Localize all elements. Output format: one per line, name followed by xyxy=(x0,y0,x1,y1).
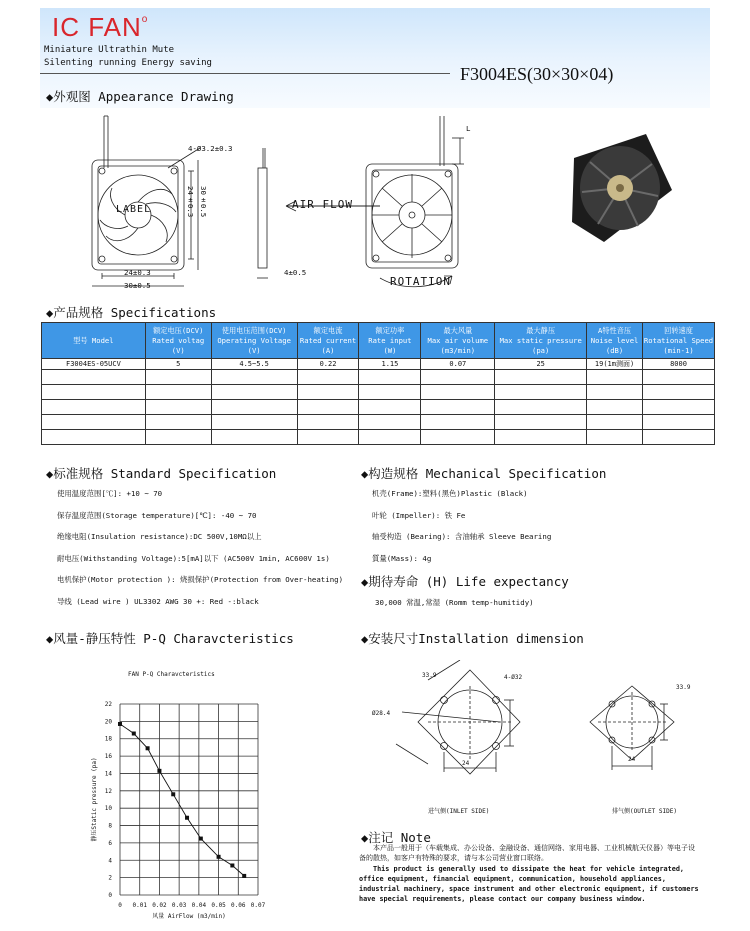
spec-row-empty xyxy=(42,370,715,385)
installation-drawing xyxy=(368,660,708,800)
std-lines-line: 保存温度范围(Storage temperature)[℃]: -40 ~ 70 xyxy=(57,510,257,520)
spec-col-unit: (m3/min) xyxy=(440,345,476,355)
spec-cell-empty xyxy=(495,430,587,445)
pq-point xyxy=(230,863,234,867)
bullet-icon: ◆ xyxy=(46,90,54,104)
bullet-icon: ◆ xyxy=(361,632,369,646)
y-tick-label: 0 xyxy=(108,892,112,899)
spec-cell-empty xyxy=(359,370,421,385)
spec-row-empty xyxy=(42,415,715,430)
pq-point xyxy=(242,874,246,878)
spec-col-cn: 型号 Model xyxy=(73,335,114,345)
x-tick-label: 0.05 xyxy=(211,902,226,909)
spec-table xyxy=(41,322,715,445)
spec-cell-empty xyxy=(421,400,495,415)
spec-row-empty xyxy=(42,385,715,400)
y-tick-label: 22 xyxy=(104,701,112,708)
x-tick-label: 0.01 xyxy=(132,902,147,909)
pq-heading xyxy=(46,629,294,647)
installation-heading-text: 安装尺寸Installation dimension xyxy=(368,631,584,646)
spec-row-empty xyxy=(42,400,715,415)
y-tick-label: 20 xyxy=(104,718,112,726)
spec-cell-empty xyxy=(587,415,643,430)
x-tick-label: 0.06 xyxy=(231,902,246,909)
y-tick-label: 2 xyxy=(108,874,112,882)
spec-cell-empty xyxy=(643,370,715,385)
spec-cell-empty xyxy=(587,385,643,400)
std-lines-line: 使用温度范围[℃]: +10 ~ 70 xyxy=(57,489,163,498)
spec-col-header xyxy=(297,323,359,359)
label-text: LABEL xyxy=(116,204,152,215)
mechanical-heading xyxy=(361,464,606,482)
spec-col-unit: (A) xyxy=(321,345,335,355)
brand-name: IC FAN xyxy=(52,12,142,42)
spec-col-unit: (V) xyxy=(171,345,185,355)
header-rule xyxy=(40,73,450,74)
y-tick-label: 6 xyxy=(108,839,112,847)
mechanical-heading-text: 构造规格 Mechanical Specification xyxy=(368,466,607,481)
x-tick-label: 0 xyxy=(118,902,122,909)
x-axis-label: 风量 AirFlow (m3/min) xyxy=(152,913,226,920)
spec-cell-empty xyxy=(297,370,359,385)
y-tick-label: 14 xyxy=(104,770,112,778)
pq-point xyxy=(171,792,175,796)
spec-col-header xyxy=(359,323,421,359)
life-line: 30,000 常温,常湿 (Romm temp-humitidy) xyxy=(375,598,534,607)
pq-chart xyxy=(80,662,280,924)
pq-curve xyxy=(120,724,244,876)
outlet-diag-dim: 33.9 xyxy=(676,684,691,691)
spec-cell-empty xyxy=(643,415,715,430)
spec-cell: 25 xyxy=(495,359,587,370)
spec-cell-empty xyxy=(145,370,211,385)
spec-col-en: Rotational Speed xyxy=(643,335,714,345)
inlet-width-dim: 24 xyxy=(462,760,470,767)
spec-cell-empty xyxy=(421,385,495,400)
spec-cell-empty xyxy=(145,385,211,400)
spec-cell: 5 xyxy=(145,359,211,370)
spec-cell-empty xyxy=(297,400,359,415)
spec-cell-empty xyxy=(421,415,495,430)
spec-cell: 19(1m测面) xyxy=(587,359,643,370)
spec-col-en: Max air volume xyxy=(427,335,489,345)
installation-heading xyxy=(361,629,584,647)
appearance-heading-text: 外观图 Appearance Drawing xyxy=(53,89,234,104)
spec-col-cn: 回转速度 xyxy=(664,325,693,335)
pq-point xyxy=(199,837,203,841)
inlet-diag-dim: 33.9 xyxy=(422,672,437,679)
life-heading-text: 期待寿命 (H) Life expectancy xyxy=(368,574,569,589)
inlet-caption: 进气侧(INLET SIDE) xyxy=(428,808,490,815)
fan-photo xyxy=(568,130,678,250)
spec-cell-empty xyxy=(495,385,587,400)
spec-col-header xyxy=(211,323,297,359)
spec-cell-empty xyxy=(211,415,297,430)
spec-col-cn: 额定电压(DCV) xyxy=(153,325,204,335)
standard-heading xyxy=(46,464,276,482)
spec-col-header xyxy=(587,323,643,359)
spec-table-body xyxy=(42,359,715,445)
spec-cell-empty xyxy=(643,400,715,415)
inlet-bore-dim: Ø28.4 xyxy=(372,710,391,717)
spec-cell-empty xyxy=(495,400,587,415)
spec-cell-empty xyxy=(211,370,297,385)
spec-cell: F3004ES-05UCV xyxy=(42,359,146,370)
spec-col-header xyxy=(42,323,146,359)
dim-24-vertical: 24±0.3 xyxy=(186,186,195,218)
spec-cell-empty xyxy=(42,370,146,385)
mech-lines-line: 叶轮 (Impeller): 铁 Fe xyxy=(372,510,466,520)
mech-lines-line: 轴受构造 (Bearing): 含油轴承 Sleeve Bearing xyxy=(372,532,552,541)
spec-cell-empty xyxy=(211,400,297,415)
spec-cell-empty xyxy=(421,430,495,445)
spec-cell: 0.07 xyxy=(421,359,495,370)
note-en: This product is generally used to dissipate the heat for vehicle integrated, office equipment, financial equipment, communication, household appliances, industrial machinery, space instrument and other electronic equipment, if customers have special requirements, please contact our company business window. xyxy=(359,865,699,903)
dim-24: 24±0.3 xyxy=(124,268,151,277)
inlet-hole-dim: 4-Ø32 xyxy=(504,674,523,681)
x-tick-label: 0.03 xyxy=(171,902,187,909)
spec-col-en: Rated voltag xyxy=(152,335,205,345)
brand-logo xyxy=(52,12,148,43)
spec-cell-empty xyxy=(495,370,587,385)
y-tick-label: 18 xyxy=(104,735,112,743)
spec-cell-empty xyxy=(359,385,421,400)
spec-cell-empty xyxy=(587,430,643,445)
spec-col-unit: (pa) xyxy=(532,345,550,355)
spec-cell-empty xyxy=(297,430,359,445)
spec-col-header xyxy=(643,323,715,359)
appearance-heading xyxy=(46,87,234,105)
bullet-icon: ◆ xyxy=(361,467,369,481)
mech-lines-line: 机壳(Frame):塑料(黑色)Plastic (Black) xyxy=(372,489,528,498)
std-lines-line: 绝缘电阻(Insulation resistance):DC 500V,10MΩ以上 xyxy=(57,532,262,541)
note-cn: 本产品一般用于（车载集成、办公设备、金融设备、通信网络、家用电器、工业机械航天仪器）等电子设备的散热，如客户有特殊的要求，请与本公司营业窗口联络。 xyxy=(359,844,695,862)
chart-title: FAN P-Q Charavcteristics xyxy=(128,671,215,678)
note-heading-text: 注记 Note xyxy=(368,830,431,845)
spec-cell-empty xyxy=(145,400,211,415)
pq-point xyxy=(146,746,150,750)
spec-cell-empty xyxy=(42,400,146,415)
hole-dimension: 4-Ø3.2±0.3 xyxy=(188,144,233,153)
spec-col-cn: 额定功率 xyxy=(375,325,405,335)
spec-col-en: Operating Voltage xyxy=(217,335,291,345)
spec-col-unit: (V) xyxy=(247,345,261,355)
spec-cell-empty xyxy=(297,385,359,400)
bullet-icon: ◆ xyxy=(361,575,369,589)
spec-cell-empty xyxy=(359,400,421,415)
std-lines-line: 耐电压(Withstanding Voltage):5[mA]以下 (AC500V 1min, AC600V 1s) xyxy=(57,553,330,563)
spec-col-cn: 使用电压范围(DCV) xyxy=(221,325,287,335)
spec-cell-empty xyxy=(42,415,146,430)
air-flow-label: AIR FLOW xyxy=(292,198,353,211)
spec-col-header xyxy=(145,323,211,359)
spec-col-en: Max static pressure xyxy=(499,335,582,345)
pq-heading-text: 风量-静压特性 P-Q Charavcteristics xyxy=(53,631,294,646)
spec-col-cn: 额定电流 xyxy=(313,325,343,335)
spec-cell-empty xyxy=(211,385,297,400)
spec-cell-empty xyxy=(643,385,715,400)
brand-mark: o xyxy=(141,14,149,25)
spec-cell-empty xyxy=(211,430,297,445)
y-axis-label: 静压Static pressure (pa) xyxy=(91,757,98,842)
spec-cell-empty xyxy=(359,430,421,445)
spec-cell-empty xyxy=(42,430,146,445)
standard-heading-text: 标准规格 Standard Specification xyxy=(53,466,277,481)
spec-cell: 4.5~5.5 xyxy=(211,359,297,370)
std-lines-line: 导线 (Lead wire ) UL3302 AWG 30 +: Red -:black xyxy=(57,596,259,606)
spec-cell-empty xyxy=(587,400,643,415)
bullet-icon: ◆ xyxy=(361,831,369,845)
spec-col-unit: (min-1) xyxy=(663,345,694,355)
spec-cell: 8000 xyxy=(643,359,715,370)
spec-cell: 0.22 xyxy=(297,359,359,370)
x-tick-label: 0.07 xyxy=(250,902,266,909)
spec-cell-empty xyxy=(495,415,587,430)
dim-30-vertical: 30±0.5 xyxy=(199,186,208,218)
spec-table-header xyxy=(42,323,715,359)
dim-4: 4±0.5 xyxy=(284,268,307,277)
rotation-label: ROTATION xyxy=(390,275,451,288)
spec-cell-empty xyxy=(643,430,715,445)
spec-col-cn: A特性音压 xyxy=(598,325,632,335)
y-tick-label: 4 xyxy=(108,857,112,865)
spec-cell-empty xyxy=(587,370,643,385)
specifications-heading xyxy=(46,303,216,321)
spec-cell: 1.15 xyxy=(359,359,421,370)
y-tick-label: 12 xyxy=(104,787,112,795)
spec-cell-empty xyxy=(42,385,146,400)
mech-lines-line: 質量(Mass): 4g xyxy=(372,553,432,563)
std-lines-line: 电机保护(Motor protection ): 烧损保护(Protection from Over-heating) xyxy=(57,575,344,584)
dim-30: 30±0.5 xyxy=(124,281,151,290)
spec-col-cn: 最大风量 xyxy=(443,325,473,335)
spec-col-header xyxy=(495,323,587,359)
y-tick-label: 16 xyxy=(104,753,112,761)
lead-length-label: L xyxy=(466,124,471,133)
spec-cell-empty xyxy=(359,415,421,430)
tagline-2: Silenting running Energy saving xyxy=(44,58,212,68)
x-tick-label: 0.02 xyxy=(152,902,167,909)
pq-point xyxy=(118,722,122,726)
life-heading xyxy=(361,572,569,590)
specifications-heading-text: 产品规格 Specifications xyxy=(53,305,217,320)
spec-cell-empty xyxy=(145,430,211,445)
spec-col-cn: 最大静压 xyxy=(526,325,556,335)
spec-row-empty xyxy=(42,430,715,445)
bullet-icon: ◆ xyxy=(46,632,54,646)
spec-col-en: Noise level xyxy=(590,335,639,345)
y-tick-label: 10 xyxy=(104,805,112,813)
outlet-caption: 排气侧(OUTLET SIDE) xyxy=(612,808,677,815)
spec-col-en: Rate input xyxy=(368,335,412,345)
spec-col-header xyxy=(421,323,495,359)
y-tick-label: 8 xyxy=(108,822,112,830)
pq-point xyxy=(132,732,136,736)
spec-cell-empty xyxy=(297,415,359,430)
spec-cell-empty xyxy=(421,370,495,385)
outlet-width-dim: 24 xyxy=(628,756,636,763)
x-tick-label: 0.04 xyxy=(191,902,207,909)
pq-point xyxy=(185,816,189,820)
spec-cell-empty xyxy=(145,415,211,430)
spec-col-unit: (dB) xyxy=(605,345,624,355)
spec-row xyxy=(42,359,715,370)
bullet-icon: ◆ xyxy=(46,467,54,481)
pq-point xyxy=(217,855,221,859)
spec-col-unit: (W) xyxy=(383,345,397,355)
pq-point xyxy=(157,769,161,773)
model-title: F3004ES(30×30×04) xyxy=(460,64,614,84)
bullet-icon: ◆ xyxy=(46,306,54,320)
tagline-1: Miniature Ultrathin Mute xyxy=(44,45,175,55)
spec-col-en: Rated current xyxy=(299,335,357,345)
